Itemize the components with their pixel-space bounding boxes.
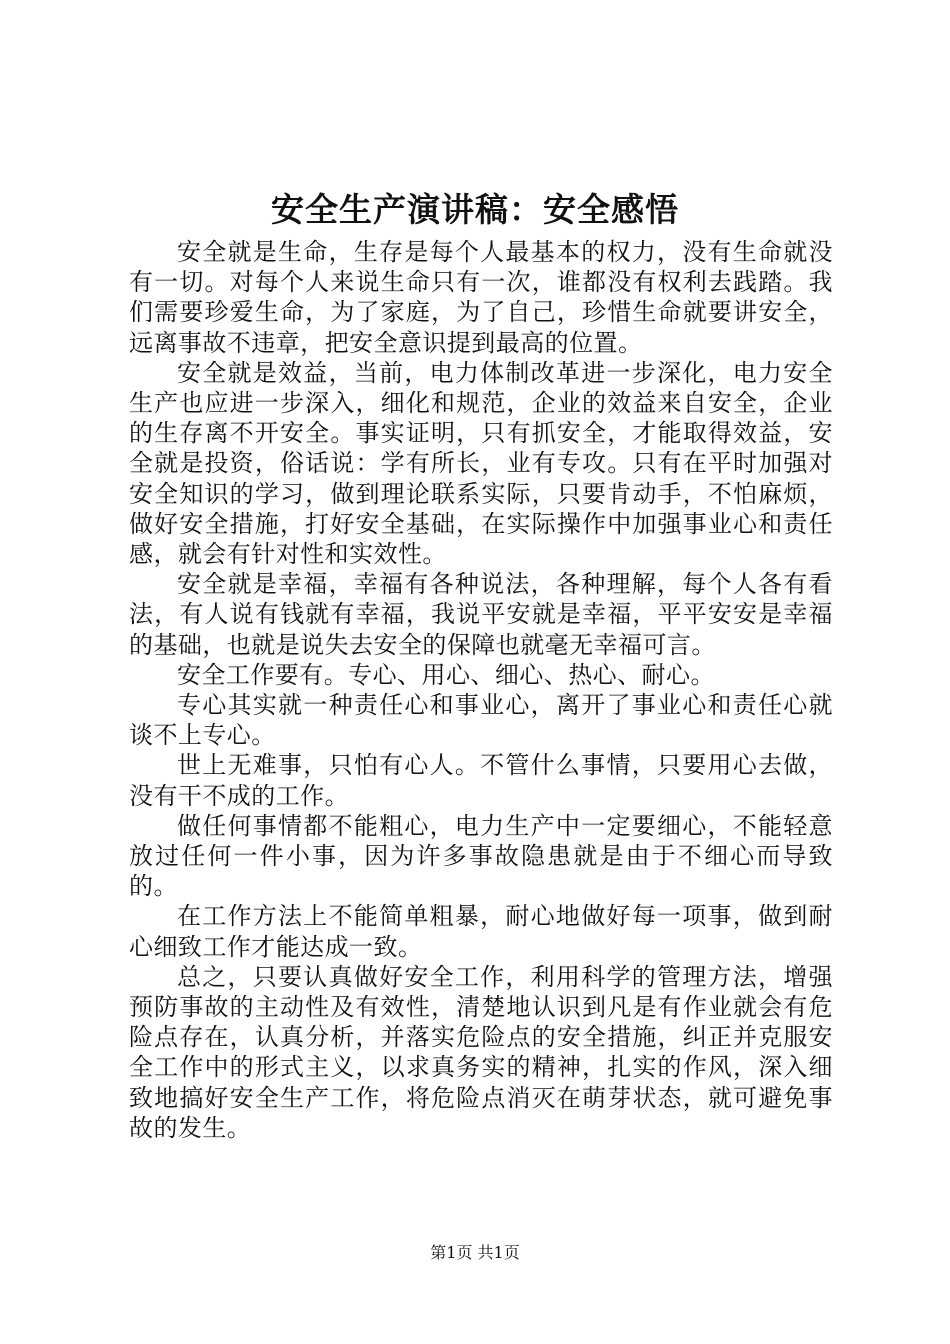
- paragraph-5: 专心其实就一种责任心和事业心，离开了事业心和责任心就谈不上专心。: [129, 691, 833, 750]
- paragraph-9: 总之，只要认真做好安全工作，利用科学的管理方法，增强预防事故的主动性及有效性，清楚地认识到凡是有作业就会有危险点存在，认真分析，并落实危险点的安全措施，纠正并克服安全工作中的形式主义，以求真务实的精神，扎实的作风，深入细致地搞好安全生产工作，将危险点消灭在萌芽状态，就可避免事故的发生。: [129, 962, 833, 1142]
- paragraph-1: 安全就是生命，生存是每个人最基本的权力，没有生命就没有一切。对每个人来说生命只有一次，谁都没有权利去践踏。我们需要珍爱生命，为了家庭，为了自己，珍惜生命就要讲安全，远离事故不违章，把安全意识提到最高的位置。: [129, 238, 833, 357]
- page-footer: 第1页 共1页: [430, 1243, 520, 1262]
- paragraph-2: 安全就是效益，当前，电力体制改革进一步深化，电力安全生产也应进一步深入，细化和规范，企业的效益来自安全，企业的生存离不开安全。事实证明，只有抓安全，才能取得效益，安全就是投资，俗话说：学有所长，业有专攻。只有在平时加强对安全知识的学习，做到理论联系实际，只要肯动手，不怕麻烦，做好安全措施，打好安全基础，在实际操作中加强事业心和责任感，就会有针对性和实效性。: [129, 358, 833, 569]
- paragraph-6: 世上无难事，只怕有心人。不管什么事情，只要用心去做，没有干不成的工作。: [129, 751, 833, 810]
- paragraph-7: 做任何事情都不能粗心，电力生产中一定要细心，不能轻意放过任何一件小事，因为许多事故隐患就是由于不细心而导致的。: [129, 811, 833, 901]
- document-body: [129, 237, 833, 1143]
- paragraph-8: 在工作方法上不能简单粗暴，耐心地做好每一项事，做到耐心细致工作才能达成一致。: [129, 902, 833, 961]
- document-title: 安全生产演讲稿：安全感悟: [271, 190, 679, 229]
- paragraph-4: 安全工作要有。专心、用心、细心、热心、耐心。: [177, 660, 715, 689]
- paragraph-3: 安全就是幸福，幸福有各种说法，各种理解，每个人各有看法，有人说有钱就有幸福，我说平安就是幸福，平平安安是幸福的基础，也就是说失去安全的保障也就毫无幸福可言。: [129, 570, 833, 659]
